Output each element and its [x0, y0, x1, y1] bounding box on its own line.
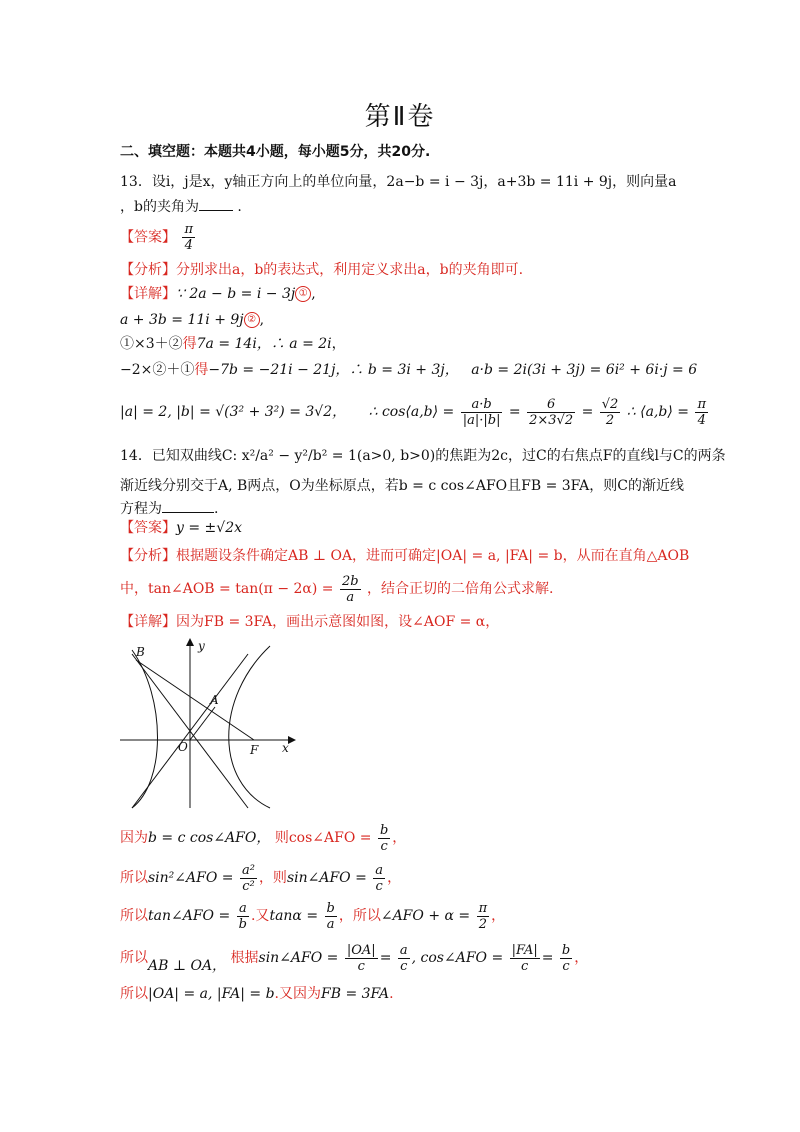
segment-oa [190, 707, 215, 740]
q13-detail-line5: |a| = 2, |b| = √(3² + 3²) = 3√2， ∴ cos⟨a,b⟩ = $\frac{a\cdot b}{|a|\cdot|b|}$ = $\frac{6}{2\times 3√2}$ = $\frac{√2}{2}$ ∴ ⟨a,b⟩ = $\frac{\pi}{4}$ [120, 396, 706, 428]
q13-detail-line2: a + 3b = 11i + 9j ② , [120, 312, 265, 328]
q14-analysis-line2: 中，tan∠AOB = tan(π − 2α) = $\frac{2b}{a}$ ，结合正切的二倍角公式求解. [120, 573, 554, 605]
q13-answer: 【答案】 $\frac{\pi}{4}$ [120, 222, 193, 253]
q14-stem-line1: 14．已知双曲线C: x²/a² − y²/b² = 1(a>0, b>0)的焦距为2c，过C的右焦点F的直线l与C的两条 [120, 448, 726, 464]
q14-answer: 【答案】y = ±√2x [120, 520, 242, 536]
label-b: B [136, 645, 145, 659]
q14-stem-line3: 方程为 . [120, 498, 218, 519]
q14-step3: 所以tan∠AFO = $\frac{a}{b}$ .又tanα = $\frac{b}{a}$ ，所以∠AFO + α = $\frac{\pi}{2}$ ， [120, 900, 506, 932]
q14-step4: 所以AB ⊥ OA， 根据sin∠AFO = $\frac{|OA|}{c}$ = $\frac{a}{c}$ , cos∠AFO = $\frac{|FA|}{c}$ = $\frac{b}{c}$ ， [120, 942, 589, 974]
answer-fraction: $\frac{\pi}{4}$ [184, 222, 193, 253]
page-title: 第Ⅱ卷 [364, 102, 436, 132]
answer-blank [199, 196, 233, 211]
q14-analysis-line1: 【分析】根据题设条件确定AB ⊥ OA，进而可确定|OA| = a, |FA| = b，从而在直角△AOB [120, 548, 690, 564]
q13-detail-line4: −2×②＋①得−7b = −21i − 21j，∴ b = 3i + 3j， a·b = 2i(3i + 3j) = 6i² + 6i·j = 6 [120, 362, 698, 378]
label-x: x [282, 741, 289, 755]
label-a: A [210, 693, 219, 707]
q14-detail: 【详解】因为FB = 3FA，画出示意图如图，设∠AOF = α， [120, 614, 500, 630]
y-axis-arrow [186, 638, 194, 646]
hyperbola-left-branch [132, 650, 158, 808]
q14-step2: 所以sin²∠AFO = $\frac{\text{a²}}{\text{c²}}$ ，则sin∠AFO = $\frac{a}{c}$ ， [120, 862, 402, 894]
answer-blank [162, 498, 214, 513]
q13-stem-line2: ，b的夹角为 . [120, 196, 242, 217]
q14-step5: 所以|OA| = a, |FA| = b.又因为FB = 3FA. [120, 986, 394, 1002]
q13-detail-line1: 【详解】∵ 2a − b = i − 3j ① , [120, 286, 316, 302]
x-axis-arrow [288, 736, 296, 744]
q14-stem-line2: 渐近线分别交于A, B两点，O为坐标原点，若b = c cos∠AFO且FB = 3FA，则C的渐近线 [120, 478, 685, 494]
q14-step1: 因为b = c cos∠AFO， 则cos∠AFO = $\frac{b}{c}$ ， [120, 822, 407, 854]
section-heading: 二、填空题：本题共4小题，每小题5分，共20分. [120, 144, 431, 160]
label-f: F [250, 743, 259, 757]
q13-detail-line3: ①×3＋②得7a = 14i，∴ a = 2i， [120, 336, 346, 352]
label-y: y [198, 639, 205, 653]
hyperbola-figure [120, 636, 300, 811]
q13-stem-line1: 13．设i，j是x，y轴正方向上的单位向量，2a−b = i − 3j，a+3b = 11i + 9j，则向量a [120, 174, 677, 190]
label-o: O [178, 740, 188, 754]
q13-analysis: 【分析】分别求出a，b的表达式，利用定义求出a，b的夹角即可. [120, 262, 524, 278]
